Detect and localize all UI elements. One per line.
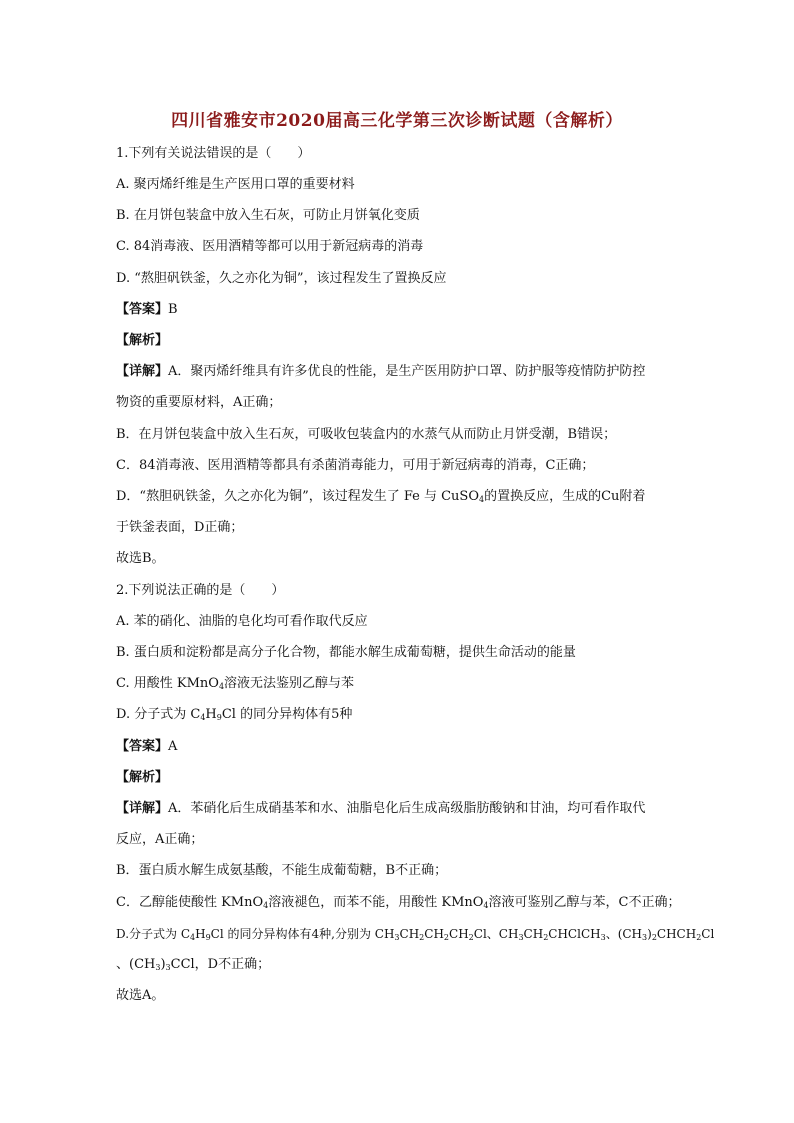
text-segment: 、(CH [116, 957, 156, 972]
text-segment: H [195, 927, 206, 941]
text-segment: 溶液褪色，而苯不能，用酸性 KMnO [268, 895, 484, 910]
q1-detail-d-1 [116, 488, 645, 506]
document-title: 四川省雅安市2020届高三化学第三次诊断试题（含解析） [171, 111, 623, 131]
text-segment: CH [449, 927, 469, 941]
text-segment: Cl、CH [473, 927, 519, 941]
subscript: 4 [190, 933, 196, 942]
q1-stem: 1.下列有关说法错误的是（ ） [116, 146, 311, 161]
text-segment: C．乙醇能使酸性 KMnO [116, 895, 264, 910]
subscript: 2 [443, 933, 450, 942]
q2-option-c [116, 675, 354, 693]
subscript: 4 [479, 495, 485, 504]
text-segment: ) [647, 927, 652, 941]
q1-detail-a-1 [116, 363, 645, 381]
text-segment: D．“熬胆矾铁釜，久之亦化为铜”，该过程发生了 Fe 与 CuSO [116, 489, 479, 504]
q1-detail-a-2: 物资的重要原材料，A正确； [116, 395, 282, 410]
q2-detail-a-1 [116, 800, 645, 818]
subscript: 3 [165, 963, 171, 972]
text-segment: 溶液无法鉴别乙醇与苯 [224, 676, 355, 691]
q1-option-d: D. “熬胆矾铁釜，久之亦化为铜”，该过程发生了置换反应 [116, 271, 447, 286]
subscript: 2 [651, 933, 657, 942]
text-segment: H [205, 707, 217, 722]
answer-value: B [168, 302, 178, 317]
subscript: 4 [218, 682, 225, 691]
q2-stem: 2.下列说法正确的是（ ） [116, 583, 285, 598]
text-segment: 、(CH [605, 927, 643, 941]
q1-answer [116, 301, 178, 319]
text-segment: CH [424, 927, 444, 941]
text-segment: CHClCH [548, 927, 601, 941]
text-segment: D.分子式为 C [116, 927, 191, 941]
subscript: 4 [483, 901, 489, 910]
q1-conclusion: 故选B。 [116, 551, 165, 566]
q1-detail-b: B．在月饼包装盒中放入生石灰，可吸收包装盒内的水蒸气从而防止月饼受潮，B错误； [116, 427, 617, 442]
subscript: 3 [518, 933, 524, 942]
subscript: 4 [263, 901, 269, 910]
subscript: 4 [200, 713, 206, 722]
q1-option-b: B. 在月饼包装盒中放入生石灰，可防止月饼氧化变质 [116, 208, 420, 223]
text-segment: ) [160, 957, 166, 972]
text-segment: Cl [701, 927, 715, 941]
q2-detail-d-2 [116, 956, 270, 974]
q1-detail-c: C．84消毒液、医用酒精等都具有杀菌消毒能力，可用于新冠病毒的消毒，C正确； [116, 458, 595, 473]
q2-analysis-tag: 【解析】 [116, 770, 169, 785]
detail-text: A．苯硝化后生成硝基苯和水、油脂皂化后生成高级脂肪酸钠和甘油，均可看作取代 [168, 801, 646, 816]
text-segment: Cl 的同分异构体有4种,分别为 CH [210, 927, 395, 941]
subscript: 9 [216, 713, 222, 722]
q1-analysis-tag: 【解析】 [116, 333, 169, 348]
subscript: 2 [419, 933, 425, 942]
answer-tag: 【答案】 [116, 302, 169, 317]
text-segment: 的置换反应，生成的Cu附着 [484, 489, 646, 504]
subscript: 2 [543, 933, 549, 942]
text-segment: CCl，D不正确； [170, 957, 271, 972]
detail-text: A．聚丙烯纤维具有许多优良的性能，是生产医用防护口罩、防护服等疫情防护防控 [168, 364, 646, 379]
answer-value: A [168, 739, 178, 754]
q2-detail-c [116, 894, 680, 912]
subscript: 3 [600, 933, 606, 942]
subscript: 9 [205, 933, 211, 942]
text-segment: D. 分子式为 C [116, 707, 201, 722]
q2-detail-d-1 [116, 925, 714, 943]
subscript: 2 [468, 933, 474, 942]
q1-detail-d-2: 于铁釜表面，D正确； [116, 520, 244, 535]
q2-answer [116, 738, 177, 756]
text-segment: C. 用酸性 KMnO [116, 676, 219, 691]
subscript: 2 [696, 933, 702, 942]
q1-option-c: C. 84消毒液、医用酒精等都可以用于新冠病毒的消毒 [116, 239, 424, 254]
q2-conclusion: 故选A。 [116, 988, 165, 1003]
text-segment: CH [523, 927, 544, 941]
answer-tag: 【答案】 [116, 739, 169, 754]
text-segment: 溶液可鉴别乙醇与苯，C不正确； [488, 895, 681, 910]
subscript: 3 [642, 933, 648, 942]
text-segment: CHCH [656, 927, 697, 941]
q2-option-b: B. 蛋白质和淀粉都是高分子化合物，都能水解生成葡萄糖，提供生命活动的能量 [116, 645, 576, 660]
q2-option-d [116, 706, 352, 724]
q2-detail-b: B．蛋白质水解生成氨基酸，不能生成葡萄糖，B不正确； [116, 863, 448, 878]
detail-tag: 【详解】 [116, 364, 169, 379]
subscript: 3 [394, 933, 400, 942]
text-segment: Cl 的同分异构体有5种 [221, 707, 353, 722]
detail-tag: 【详解】 [116, 801, 169, 816]
subscript: 3 [155, 963, 161, 972]
q2-option-a: A. 苯的硝化、油脂的皂化均可看作取代反应 [116, 614, 368, 629]
q1-option-a: A. 聚丙烯纤维是生产医用口罩的重要材料 [116, 177, 355, 192]
q2-detail-a-2: 反应，A正确； [116, 832, 204, 847]
text-segment: CH [399, 927, 420, 941]
